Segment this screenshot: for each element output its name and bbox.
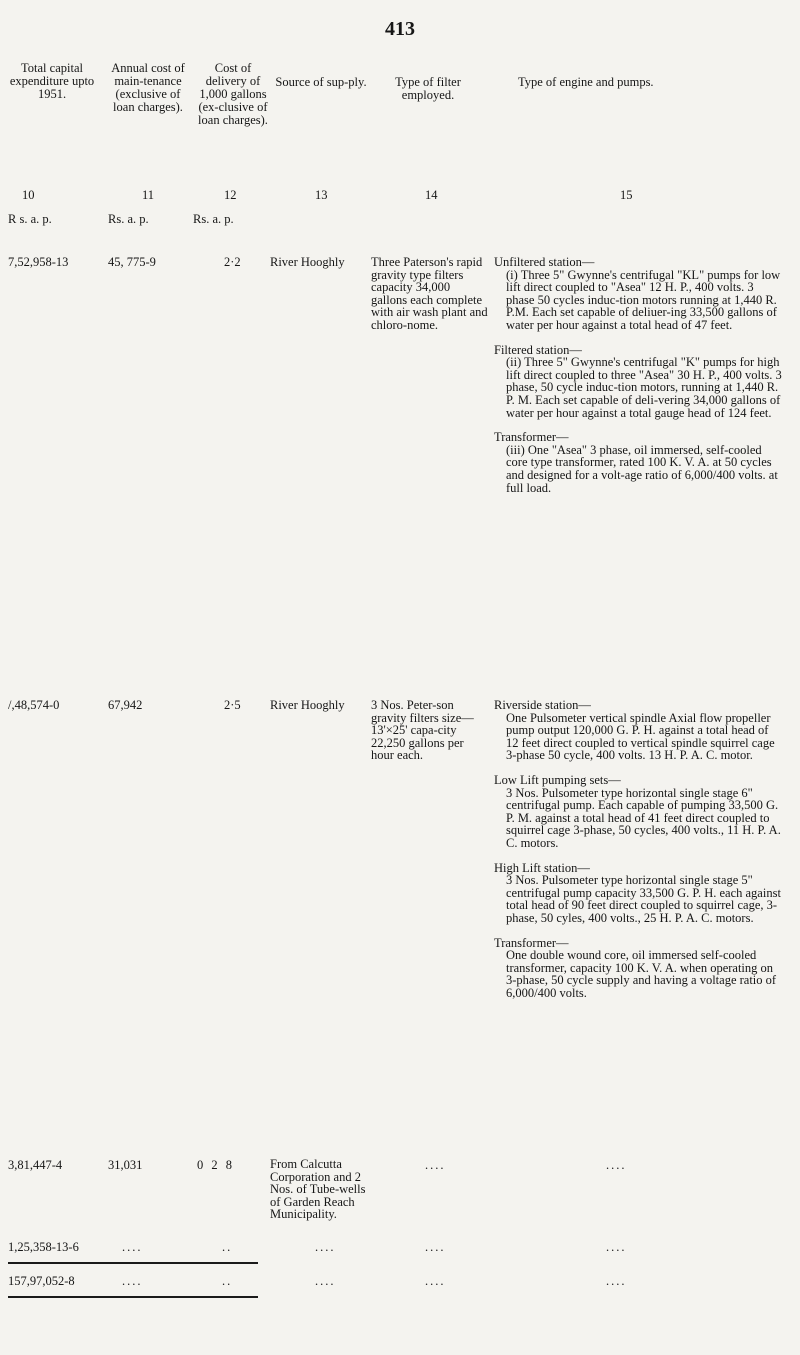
subtotal-dots-delivery: .. <box>222 1240 233 1254</box>
row3-engine-dots: .... <box>606 1158 627 1172</box>
section-text: 3 Nos. Pulsometer type horizontal single stage 5" centrifugal pump capacity 33,500 G. P. H. each against total head of 90 feet direct coupled to squirrel cage, 3-phase, 50 cyles, 400 volts., 25 H. P. A. C. motors. <box>506 873 781 925</box>
row1-engine-section <box>494 344 784 420</box>
col-number-10: 10 <box>22 188 35 202</box>
total-rule <box>8 1296 258 1298</box>
header-total-capital-expenditure: Total capital expenditure upto 1951. <box>9 61 95 101</box>
row2-filter: 3 Nos. Peter-son gravity filters size—13'×25' capa-city 22,250 gallons per hour each. <box>371 698 474 763</box>
header-delivery-cost: Cost of delivery of 1,000 gallons (ex-clusive of loan charges). <box>198 61 268 127</box>
row1-maintenance: 45, 775-9 <box>108 255 156 269</box>
row1-source: River Hooghly <box>270 255 345 269</box>
total-dots-engine: .... <box>606 1274 627 1288</box>
unit-rs-a-p: R s. a. p. <box>8 212 52 226</box>
total-dots-filter: .... <box>425 1274 446 1288</box>
subtotal-dots-filter: .... <box>425 1240 446 1254</box>
subtotal-dots-engine: .... <box>606 1240 627 1254</box>
section-heading: Riverside station— <box>494 698 591 712</box>
page-number: 413 <box>385 18 415 40</box>
section-text: (ii) Three 5" Gwynne's centrifugal "K" pumps for high lift direct coupled to three "Asea" 30 H. P., 400 volts. 3 phase, 50 cycle induc-tion motors, running at 1,440 R. P. M. Each set capable of deli-vering 34,000 gallons of water per hour against a total gauge head of 124 feet. <box>506 355 782 420</box>
header-type-of-filter: Type of filter employed. <box>395 75 461 102</box>
col-number-11: 11 <box>142 188 155 202</box>
header-annual-maintenance: Annual cost of main-tenance (exclusive of loan charges). <box>111 61 185 114</box>
section-heading: Unfiltered station— <box>494 255 595 269</box>
section-heading: Low Lift pumping sets— <box>494 772 621 787</box>
row3-expenditure: 3,81,447-4 <box>8 1158 63 1172</box>
row1-filter: Three Paterson's rapid gravity type filters capacity 34,000 gallons each complete with air wash plant and chloro-nome. <box>371 255 488 332</box>
row1-engine-block <box>494 256 784 506</box>
subtotal-dots-source: .... <box>315 1240 336 1254</box>
row3-source: From Calcutta Corporation and 2 Nos. of Tube-wells of Garden Reach Municipality. <box>270 1157 366 1222</box>
total-dots-delivery: .. <box>222 1274 233 1288</box>
row2-expenditure: /,48,574-0 <box>8 698 60 712</box>
section-heading: Transformer— <box>494 430 569 445</box>
subtotal-dots-maintenance: .... <box>122 1240 143 1254</box>
section-text: (iii) One "Asea" 3 phase, oil immersed, self-cooled core type transformer, rated 100 K. V. A. at 50 cycles and designed for a volt-age ratio of 6,000/400 volts. at full load. <box>506 442 778 495</box>
subtotal-rule <box>8 1262 258 1264</box>
row3-delivery: 0 2 8 <box>197 1158 232 1172</box>
col-number-15: 15 <box>620 188 633 202</box>
row2-engine-section <box>494 774 784 850</box>
row2-delivery: 2·5 <box>224 698 241 712</box>
row3-maintenance: 31,031 <box>108 1158 143 1172</box>
row1-delivery: 2·2 <box>224 255 241 269</box>
row2-engine-section <box>494 862 784 925</box>
section-heading: Transformer— <box>494 935 569 950</box>
row1-engine-section <box>494 256 784 332</box>
subtotal-value: 1,25,358-13-6 <box>8 1240 79 1254</box>
col-number-14: 14 <box>425 188 438 202</box>
col-number-13: 13 <box>315 188 328 202</box>
total-dots-maintenance: .... <box>122 1274 143 1288</box>
header-source-of-supply: Source of sup-ply. <box>275 75 367 89</box>
row2-maintenance: 67,942 <box>108 698 143 712</box>
row2-engine-section <box>494 699 784 762</box>
row1-expenditure: 7,52,958-13 <box>8 255 69 269</box>
section-heading: High Lift station— <box>494 860 590 875</box>
section-text: (i) Three 5" Gwynne's centrifugal "KL" pumps for low lift direct coupled to "Asea" 12 H. P., 400 volts. 3 phase 50 cycles induc-tion motors running at 1,440 R. P.M. Each set capable of deliuer-ing 33,500 gallons of water per hour against a total head of 47 feet. <box>506 267 781 332</box>
section-text: 3 Nos. Pulsometer type horizontal single stage 6" centrifugal pump. Each capable of pumping 33,500 G. P. M. against a total head of 41 feet direct coupled to squirrel cage 3-phase, 50 cycles, 400 volts., 11 H. P. A. C. motors. <box>506 785 781 850</box>
total-value: 157,97,052-8 <box>8 1274 75 1288</box>
unit-rs-a-p: Rs. a. p. <box>108 212 149 226</box>
row1-engine-section <box>494 431 784 494</box>
row2-source: River Hooghly <box>270 698 345 712</box>
section-text: One double wound core, oil immersed self-cooled transformer, capacity 100 K. V. A. when operating on 3-phase, 50 cycle supply and having a voltage ratio of 6,000/400 volts. <box>506 948 777 1000</box>
row2-engine-block <box>494 699 784 1011</box>
unit-rs-a-p: Rs. a. p. <box>193 212 234 226</box>
row2-engine-section <box>494 937 784 1000</box>
section-heading: Filtered station— <box>494 342 582 357</box>
col-number-12: 12 <box>224 188 237 202</box>
total-dots-source: .... <box>315 1274 336 1288</box>
section-text: One Pulsometer vertical spindle Axial flow propeller pump output 120,000 G. P. H. against a total head of 12 feet direct coupled to vertical spindle squirrel cage 3-phase 50 cycle, 400 volts. 13 H. P. A. C. motor. <box>506 710 775 763</box>
header-type-of-engine: Type of engine and pumps. <box>518 75 654 89</box>
row3-filter-dots: .... <box>425 1158 446 1172</box>
